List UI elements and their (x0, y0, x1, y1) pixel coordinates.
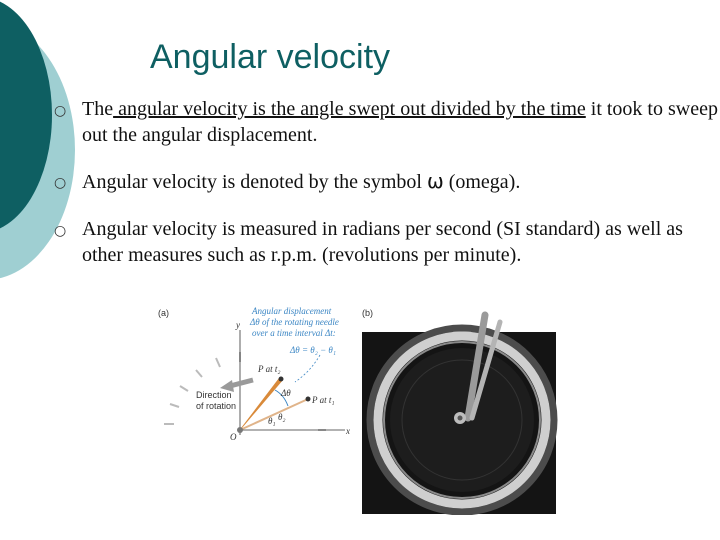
bullet-text: it took to sweep out the angular displacement. (82, 98, 718, 146)
theta1-label: θ₁ (268, 416, 276, 426)
x-axis-label: x (346, 426, 350, 436)
p-t2-label: P at t₂ (258, 364, 281, 374)
y-axis-label: y (236, 320, 240, 330)
annotation-line: over a time interval Δt: (252, 328, 336, 338)
bullet-text: Angular velocity is denoted by the symbol (82, 171, 427, 193)
needle-t2 (238, 378, 283, 432)
delta-theta-label: Δθ (281, 388, 291, 398)
figure-a-label: (a) (158, 308, 169, 318)
dial-ticks (164, 352, 326, 430)
angular-displacement-diagram (150, 300, 360, 460)
origin-label: O (230, 432, 237, 442)
annotation-line: Δθ = θ₂ − θ₁ (290, 345, 336, 355)
p-t1-label: P at t₁ (312, 395, 335, 405)
annotation-leader (295, 355, 320, 382)
bullet-underlined-text: angular velocity is the angle swept out divided by the time (113, 98, 586, 120)
slide-title: Angular velocity (150, 38, 391, 76)
bullet-text: Angular velocity is measured in radians per second (SI standard) as well as other measures such as r.p.m. (revolutions per minute). (82, 218, 683, 266)
pivot (237, 427, 243, 433)
bullet-item (54, 168, 718, 196)
bicycle-wheel-photo (360, 300, 560, 515)
bullet-circle-icon: ○ (54, 223, 67, 239)
bullet-circle-icon: ○ (54, 175, 67, 191)
direction-label: of rotation (196, 401, 237, 411)
bullet-text: The (82, 98, 114, 120)
point-p-t2 (279, 377, 284, 382)
direction-arrow (230, 380, 253, 386)
figure-b-label: (b) (362, 308, 373, 318)
annotation-line: Angular displacement (252, 306, 332, 316)
theta2-label: θ₂ (278, 412, 286, 422)
bullet-text: (omega). (443, 171, 521, 193)
bullet-circle-icon: ○ (54, 103, 67, 119)
bullet-item (54, 216, 718, 268)
direction-label: Direction (196, 390, 232, 400)
bullet-item (54, 96, 718, 148)
omega-symbol: ω (426, 169, 444, 193)
bullet-list (54, 96, 718, 288)
point-p-t1 (306, 397, 311, 402)
annotation-line: Δθ of the rotating needle (250, 317, 339, 327)
